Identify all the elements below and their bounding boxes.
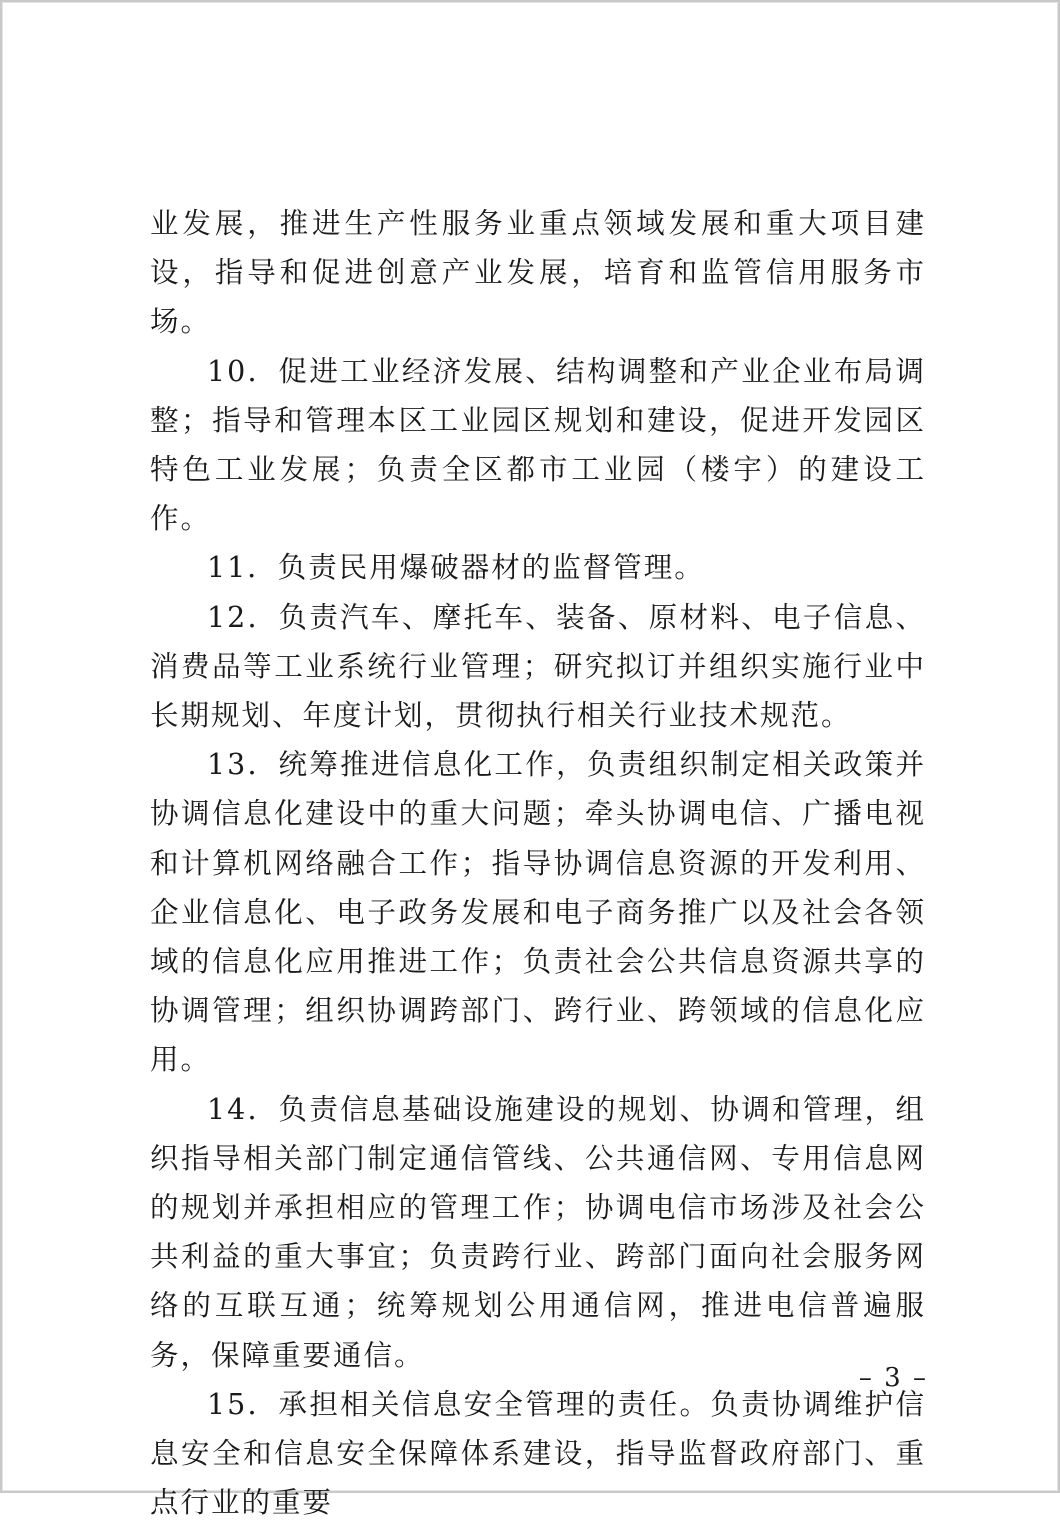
body-text bbox=[150, 199, 926, 1527]
paragraph-item-11: 11．负责民用爆破器材的监督管理。 bbox=[207, 551, 705, 585]
paragraph-item-14: 14．负责信息基础设施建设的规划、协调和管理，组织指导相关部门制定通信管线、公共通信网、专用信息网的规划并承担相应的管理工作；协调电信市场涉及社会公共利益的重大事宜；负责跨行业、跨部门面向社会服务网络的互联互通；统筹规划公用通信网，推进电信普遍服务，保障重要通信。 bbox=[150, 1092, 926, 1372]
paragraph-item-13: 13．统筹推进信息化工作，负责组织制定相关政策并协调信息化建设中的重大问题；牵头协调电信、广播电视和计算机网络融合工作；指导协调信息资源的开发利用、企业信息化、电子政务发展和电子商务推广以及社会各领域的信息化应用推进工作；负责社会公共信息资源共享的协调管理；组织协调跨部门、跨行业、跨领域的信息化应用。 bbox=[150, 748, 926, 1077]
paragraph-continuation: 业发展，推进生产性服务业重点领域发展和重大项目建设，指导和促进创意产业发展，培育和监管信用服务市场。 bbox=[150, 207, 926, 339]
paragraph-item-15: 15．承担相关信息安全管理的责任。负责协调维护信息安全和信息安全保障体系建设，指导监督政府部门、重点行业的重要 bbox=[150, 1387, 926, 1520]
paragraph-item-10: 10．促进工业经济发展、结构调整和产业企业布局调整；指导和管理本区工业园区规划和建设，促进开发园区特色工业发展；负责全区都市工业园（楼宇）的建设工作。 bbox=[150, 354, 926, 536]
paragraph-item-12: 12．负责汽车、摩托车、装备、原材料、电子信息、消费品等工业系统行业管理；研究拟订并组织实施行业中长期规划、年度计划，贯彻执行相关行业技术规范。 bbox=[150, 600, 926, 733]
page-number: – 3 – bbox=[858, 1363, 928, 1393]
